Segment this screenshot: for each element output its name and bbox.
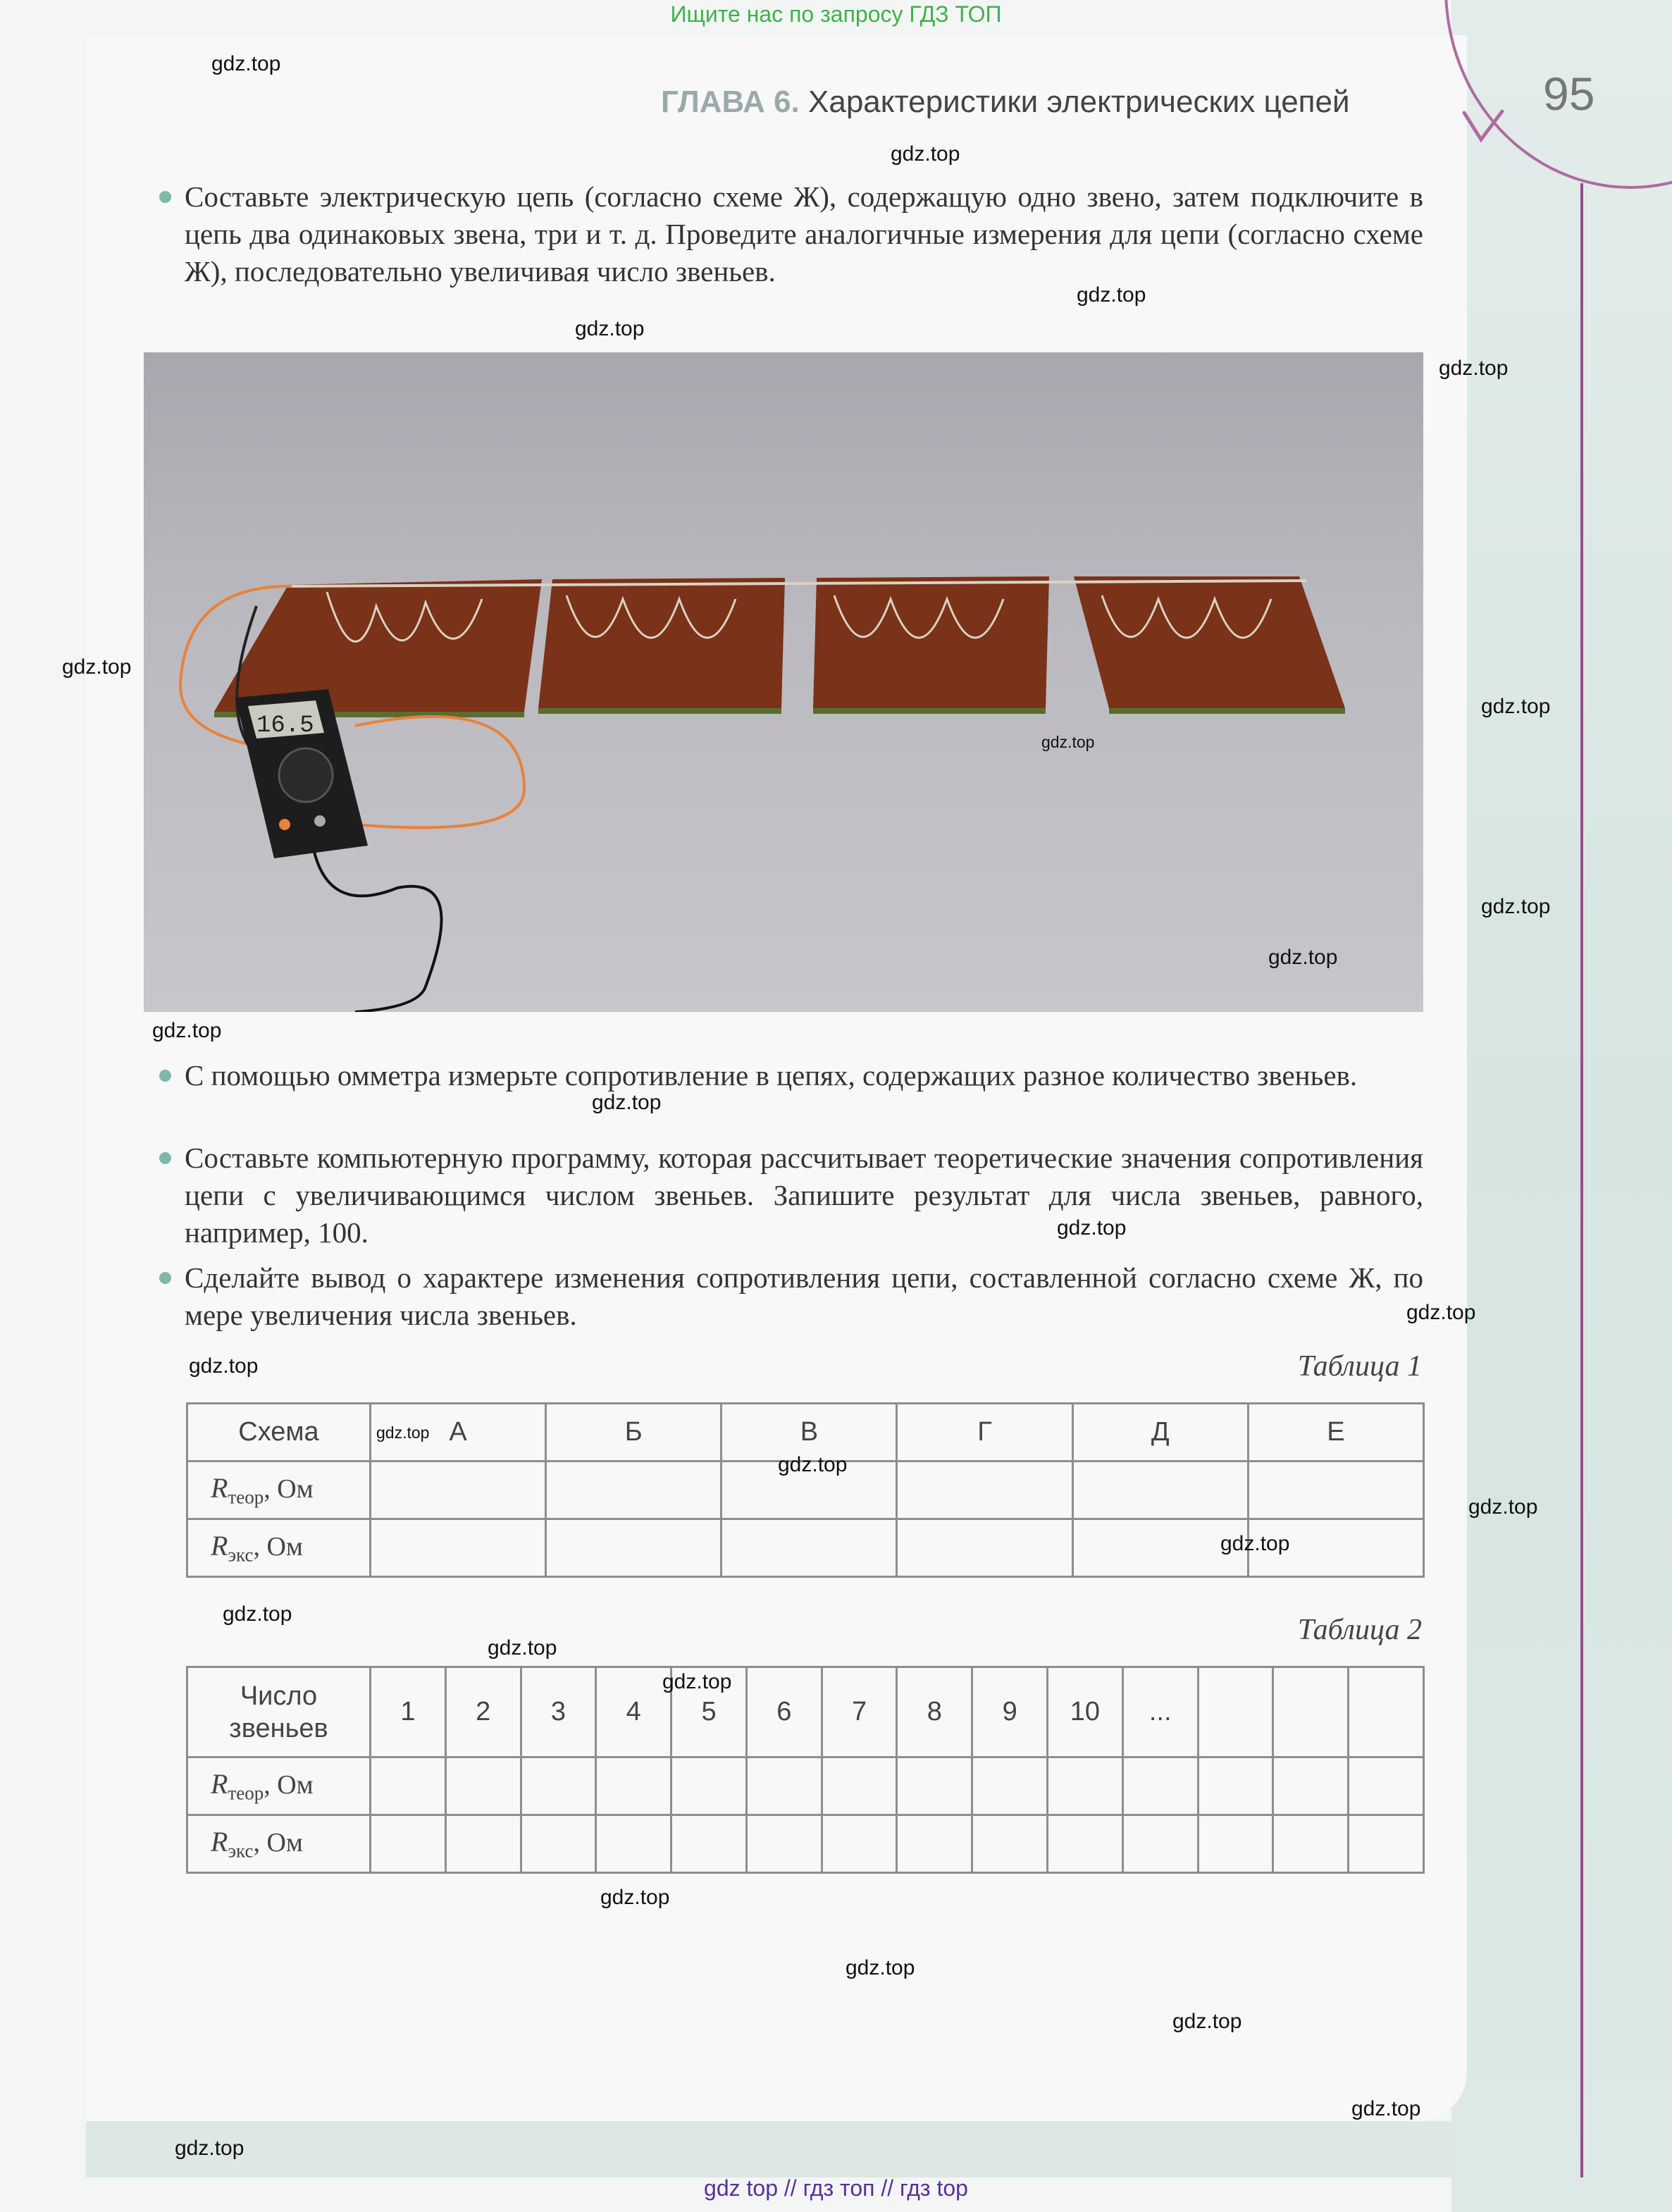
- table-header-cell: [1349, 1667, 1424, 1757]
- table-row: [187, 1815, 1424, 1873]
- table-cell[interactable]: [1273, 1815, 1349, 1873]
- watermark: gdz.top: [211, 52, 281, 75]
- table-cell[interactable]: [822, 1815, 897, 1873]
- table-header-cell: А: [371, 1404, 546, 1462]
- table-cell[interactable]: [521, 1815, 596, 1873]
- paragraph-1: [185, 178, 1423, 290]
- table-2: [186, 1666, 1425, 1874]
- watermark: gdz.top: [1057, 1216, 1127, 1240]
- accent-line: [1580, 183, 1583, 2177]
- watermark: gdz.top: [1172, 2010, 1242, 2033]
- table-cell[interactable]: [1273, 1757, 1349, 1815]
- table-header-cell: Д: [1072, 1404, 1248, 1462]
- table-header-cell: [1273, 1667, 1349, 1757]
- table-cell[interactable]: [1048, 1757, 1123, 1815]
- table-cell[interactable]: [1248, 1462, 1423, 1519]
- row-label-r-theor: $R_{теор}$, Ом: [187, 1757, 371, 1815]
- bottom-links[interactable]: gdz top // гдз топ // гдз top: [704, 2175, 968, 2201]
- table-cell[interactable]: [722, 1519, 897, 1577]
- bullet-icon: [159, 1272, 171, 1284]
- table-header-cell: 5: [671, 1667, 747, 1757]
- table-cell[interactable]: [1072, 1462, 1248, 1519]
- table-header-cell: 10: [1048, 1667, 1123, 1757]
- arrow-icon: [1459, 106, 1508, 148]
- watermark: gdz.top: [152, 1019, 222, 1042]
- paragraph-2: [185, 1057, 1423, 1094]
- table-cell[interactable]: [445, 1815, 521, 1873]
- table-cell[interactable]: [371, 1462, 546, 1519]
- chapter-title: Характеристики электрических цепей: [808, 85, 1350, 119]
- table-header-cell: Е: [1248, 1404, 1423, 1462]
- table-header-cell: 7: [822, 1667, 897, 1757]
- table-cell[interactable]: [822, 1757, 897, 1815]
- bullet-icon: [159, 1070, 171, 1082]
- table-header-cell: В: [722, 1404, 897, 1462]
- watermark: gdz.top: [223, 1602, 292, 1626]
- row-label-r-exp: $R_{экс}$, Ом: [187, 1519, 371, 1577]
- chapter-label: ГЛАВА 6.: [661, 85, 800, 119]
- page-number: 95: [1543, 68, 1595, 120]
- watermark: gdz.top: [175, 2137, 244, 2160]
- table-header-cell: Б: [546, 1404, 722, 1462]
- table-header-cell: 6: [746, 1667, 822, 1757]
- table-cell[interactable]: [671, 1757, 747, 1815]
- table-row: [187, 1757, 1424, 1815]
- row-label-r-exp: $R_{экс}$, Ом: [187, 1815, 371, 1873]
- table-cell[interactable]: [596, 1815, 671, 1873]
- watermark: gdz.top: [891, 142, 960, 166]
- table-header-cell: 8: [897, 1667, 972, 1757]
- table-header-cell: 2: [445, 1667, 521, 1757]
- top-search-link[interactable]: Ищите нас по запросу ГДЗ ТОП: [670, 1, 1002, 27]
- paragraph-4: [185, 1259, 1423, 1334]
- watermark: gdz.top: [189, 1354, 259, 1378]
- watermark: gdz.top: [592, 1091, 662, 1114]
- table-cell[interactable]: [746, 1815, 822, 1873]
- table-cell[interactable]: [1122, 1757, 1198, 1815]
- watermark: gdz.top: [1406, 1301, 1476, 1324]
- right-margin-panel: [1451, 0, 1672, 2212]
- paragraph-3: [185, 1139, 1423, 1252]
- table-header-cell: 9: [972, 1667, 1048, 1757]
- paragraph-4-text: Сделайте вывод о характере изменения сопротивления цепи, составленной согласно схеме Ж, по мере увеличения числа звеньев.: [185, 1261, 1423, 1331]
- paragraph-3-text: Составьте компьютерную программу, которая рассчитывает теоретические значения сопротивления цепи с увеличивающимся числом звеньев. Запишите результат для числа звеньев, равного, например, 100.: [185, 1142, 1423, 1249]
- table-header-cell: 4: [596, 1667, 671, 1757]
- table-cell[interactable]: [445, 1757, 521, 1815]
- table-cell[interactable]: [897, 1519, 1072, 1577]
- table-cell[interactable]: [1349, 1757, 1424, 1815]
- table-2-caption: Таблица 2: [1297, 1614, 1422, 1646]
- watermark: gdz.top: [1041, 733, 1095, 751]
- chapter-heading: [661, 85, 1350, 120]
- meter-display: 16.5: [256, 712, 314, 739]
- circuit-photo-drawing: [144, 352, 1423, 1012]
- table-cell[interactable]: [1198, 1815, 1273, 1873]
- table-row: [187, 1667, 1424, 1757]
- circuit-photo: [144, 352, 1423, 1012]
- row-label-r-theor: $R_{теор}$, Ом: [187, 1462, 371, 1519]
- table-header-cell: [1198, 1667, 1273, 1757]
- table-cell[interactable]: [746, 1757, 822, 1815]
- watermark: gdz.top: [1468, 1495, 1538, 1519]
- watermark: gdz.top: [778, 1453, 848, 1476]
- table-cell[interactable]: [546, 1462, 722, 1519]
- watermark: gdz.top: [62, 655, 132, 679]
- table-cell[interactable]: [596, 1757, 671, 1815]
- table-cell[interactable]: [371, 1519, 546, 1577]
- watermark: gdz.top: [846, 1956, 915, 1979]
- table-header-cell: Г: [897, 1404, 1072, 1462]
- table-cell[interactable]: [671, 1815, 747, 1873]
- watermark: gdz.top: [488, 1636, 557, 1660]
- table-cell[interactable]: [897, 1462, 1072, 1519]
- table-header-cell: 3: [521, 1667, 596, 1757]
- table-1-caption: Таблица 1: [1297, 1350, 1422, 1383]
- watermark: gdz.top: [1481, 695, 1551, 718]
- table-header-cell: 1: [371, 1667, 446, 1757]
- watermark: gdz.top: [1481, 895, 1551, 918]
- watermark: gdz.top: [1220, 1532, 1290, 1555]
- watermark: gdz.top: [1351, 2097, 1421, 2120]
- table-cell[interactable]: [521, 1757, 596, 1815]
- table-cell[interactable]: [546, 1519, 722, 1577]
- table-cell[interactable]: [371, 1757, 446, 1815]
- watermark: gdz.top: [600, 1886, 670, 1909]
- paragraph-2-text: С помощью омметра измерьте сопротивление в цепях, содержащих разное количество звеньев.: [185, 1059, 1358, 1092]
- bullet-icon: [159, 191, 171, 203]
- table-cell[interactable]: [972, 1815, 1048, 1873]
- table-cell[interactable]: [897, 1815, 972, 1873]
- table-header-cell: Схема: [187, 1404, 371, 1462]
- watermark: gdz.top: [1268, 946, 1338, 969]
- watermark: gdz.top: [575, 317, 645, 340]
- bullet-icon: [159, 1152, 171, 1164]
- table-cell[interactable]: [371, 1815, 446, 1873]
- table-cell[interactable]: [1122, 1815, 1198, 1873]
- watermark: gdz.top: [376, 1423, 430, 1442]
- table-header-cell: Число звеньев: [187, 1667, 371, 1757]
- watermark: gdz.top: [662, 1670, 732, 1693]
- watermark: gdz.top: [1077, 283, 1146, 307]
- table-cell[interactable]: [1198, 1757, 1273, 1815]
- table-header-cell: ...: [1122, 1667, 1198, 1757]
- watermark: gdz.top: [1439, 357, 1509, 380]
- table-cell[interactable]: [972, 1757, 1048, 1815]
- table-cell[interactable]: [897, 1757, 972, 1815]
- table-cell[interactable]: [1048, 1815, 1123, 1873]
- bottom-band: [86, 2121, 1451, 2177]
- paragraph-1-text: Составьте электрическую цепь (согласно схеме Ж), содержащую одно звено, затем подключите в цепь два одинаковых звена, три и т. д. Проведите аналогичные измерения для цепи (согласно схеме Ж), последовательно увеличивая число звеньев.: [185, 180, 1423, 288]
- table-cell[interactable]: [1349, 1815, 1424, 1873]
